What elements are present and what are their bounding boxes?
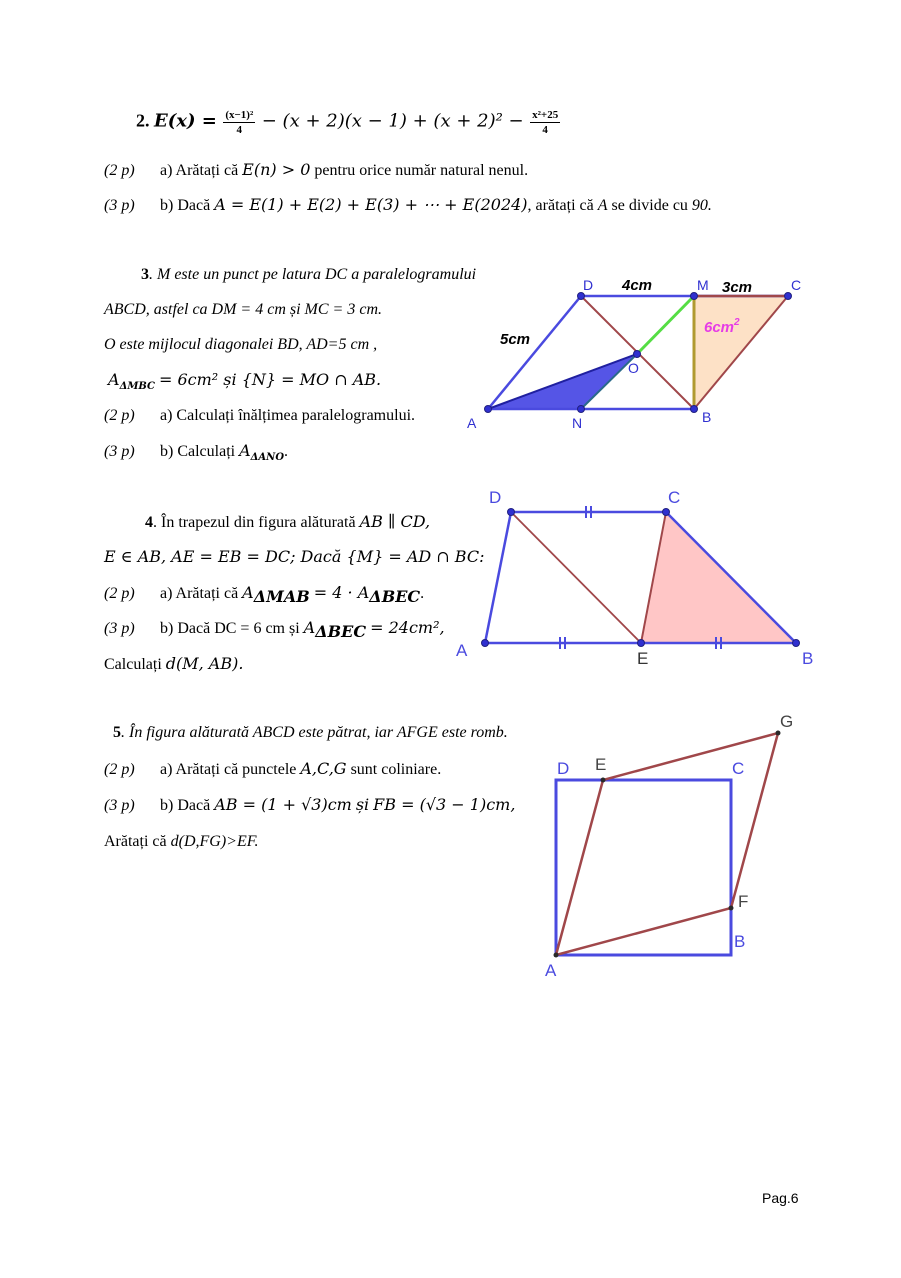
p5-question-a: (2 p) a) Arătați că punctele A,C,G sunt coliniare.: [104, 759, 442, 778]
p2-mid: − (x + 2)(x − 1) + (x + 2)² −: [261, 110, 524, 132]
label-C: C: [732, 759, 745, 778]
p3-line1: 3. M este un punct pe latura DC a paralelogramului: [141, 266, 477, 283]
label-M: M: [697, 277, 709, 293]
p3-line2: ABCD, astfel ca DM = 4 cm și MC = 3 cm.: [104, 301, 382, 318]
label-A: A: [545, 961, 557, 980]
label-D: D: [557, 759, 570, 778]
p5-square-rhombus-figure: [538, 708, 808, 983]
points-label: (2 p): [104, 162, 135, 179]
page-number: Pag.6: [762, 1190, 799, 1206]
label-G: G: [780, 712, 794, 731]
p4-question-c: Calculați d(M, AB).: [104, 654, 244, 673]
p2-question-a: (2 p) a) Arătați că E(n) > 0 pentru orice număr natural nenul.: [104, 160, 529, 179]
p3-parallelogram-figure: [455, 265, 815, 440]
p2-number: 2.: [136, 110, 150, 131]
p2-frac1: $\frac{\text{(x−1)²}}{4}$: [225, 109, 254, 136]
label-B: B: [734, 932, 746, 951]
points-label: (3 p): [104, 197, 135, 214]
p5-question-c: Arătați că d(D,FG)>EF.: [104, 833, 259, 850]
label-F: F: [738, 892, 749, 911]
p3-question-a: (2 p) a) Calculați înălțimea paralelogramului.: [104, 407, 416, 424]
p4-line2: E ∈ AB, AE = EB = DC; Dacă {M} = AD ∩ BC:: [104, 547, 485, 566]
label-4cm: 4cm: [622, 277, 653, 294]
label-E: E: [595, 755, 607, 774]
label-O: O: [628, 360, 639, 376]
p3-question-b: (3 p) b) Calculați $A_{\Delta ANO}$.: [104, 441, 289, 464]
p2-lhs: E(x) =: [154, 110, 217, 132]
label-E: E: [637, 649, 649, 668]
label-C: C: [791, 277, 802, 293]
p4-line1: 4. În trapezul din figura alăturată AB ∥ CD,: [145, 512, 431, 531]
label-C: C: [668, 488, 681, 507]
p4-trapezoid-figure: [450, 484, 820, 670]
p2-question-b: (3 p) b) Dacă A = E(1) + E(2) + E(3) + ⋯ + E(2024), arătați că A se divide cu 90.: [104, 195, 712, 214]
label-B: B: [802, 649, 814, 668]
label-D: D: [583, 277, 594, 293]
label-3cm: 3cm: [722, 279, 753, 296]
label-6cm2: $6cm^2$: [704, 317, 740, 336]
p3-line3: O este mijlocul diagonalei BD, AD=5 cm ,: [104, 336, 378, 353]
label-D: D: [489, 488, 502, 507]
label-5cm: 5cm: [500, 331, 531, 348]
p2-formula: [136, 108, 562, 137]
p4-question-b: (3 p) b) Dacă DC = 6 cm și $A_{\Delta BEC} = 24cm^2$,: [104, 618, 445, 642]
p4-question-a: (2 p) a) Arătați că $A_{\Delta MAB} = 4 \cdot A_{\Delta BEC}$.: [104, 583, 425, 607]
p2-frac2: $\frac{\text{x²+25}}{4}$: [532, 109, 559, 136]
p5-line1: 5. În figura alăturată ABCD este pătrat, iar AFGE este romb.: [113, 724, 508, 741]
p5-question-b: (3 p) b) Dacă AB = (1 + √3)cm și FB = (√3 − 1)cm,: [104, 795, 516, 814]
triangle-bec-fill: [641, 512, 796, 643]
label-N: N: [572, 415, 583, 431]
label-A: A: [467, 415, 477, 431]
label-A: A: [456, 641, 468, 660]
label-B: B: [702, 409, 712, 425]
p3-line4: $A_{\Delta MBC} = 6cm^2$ și {N} = MO ∩ AB.: [108, 370, 382, 393]
